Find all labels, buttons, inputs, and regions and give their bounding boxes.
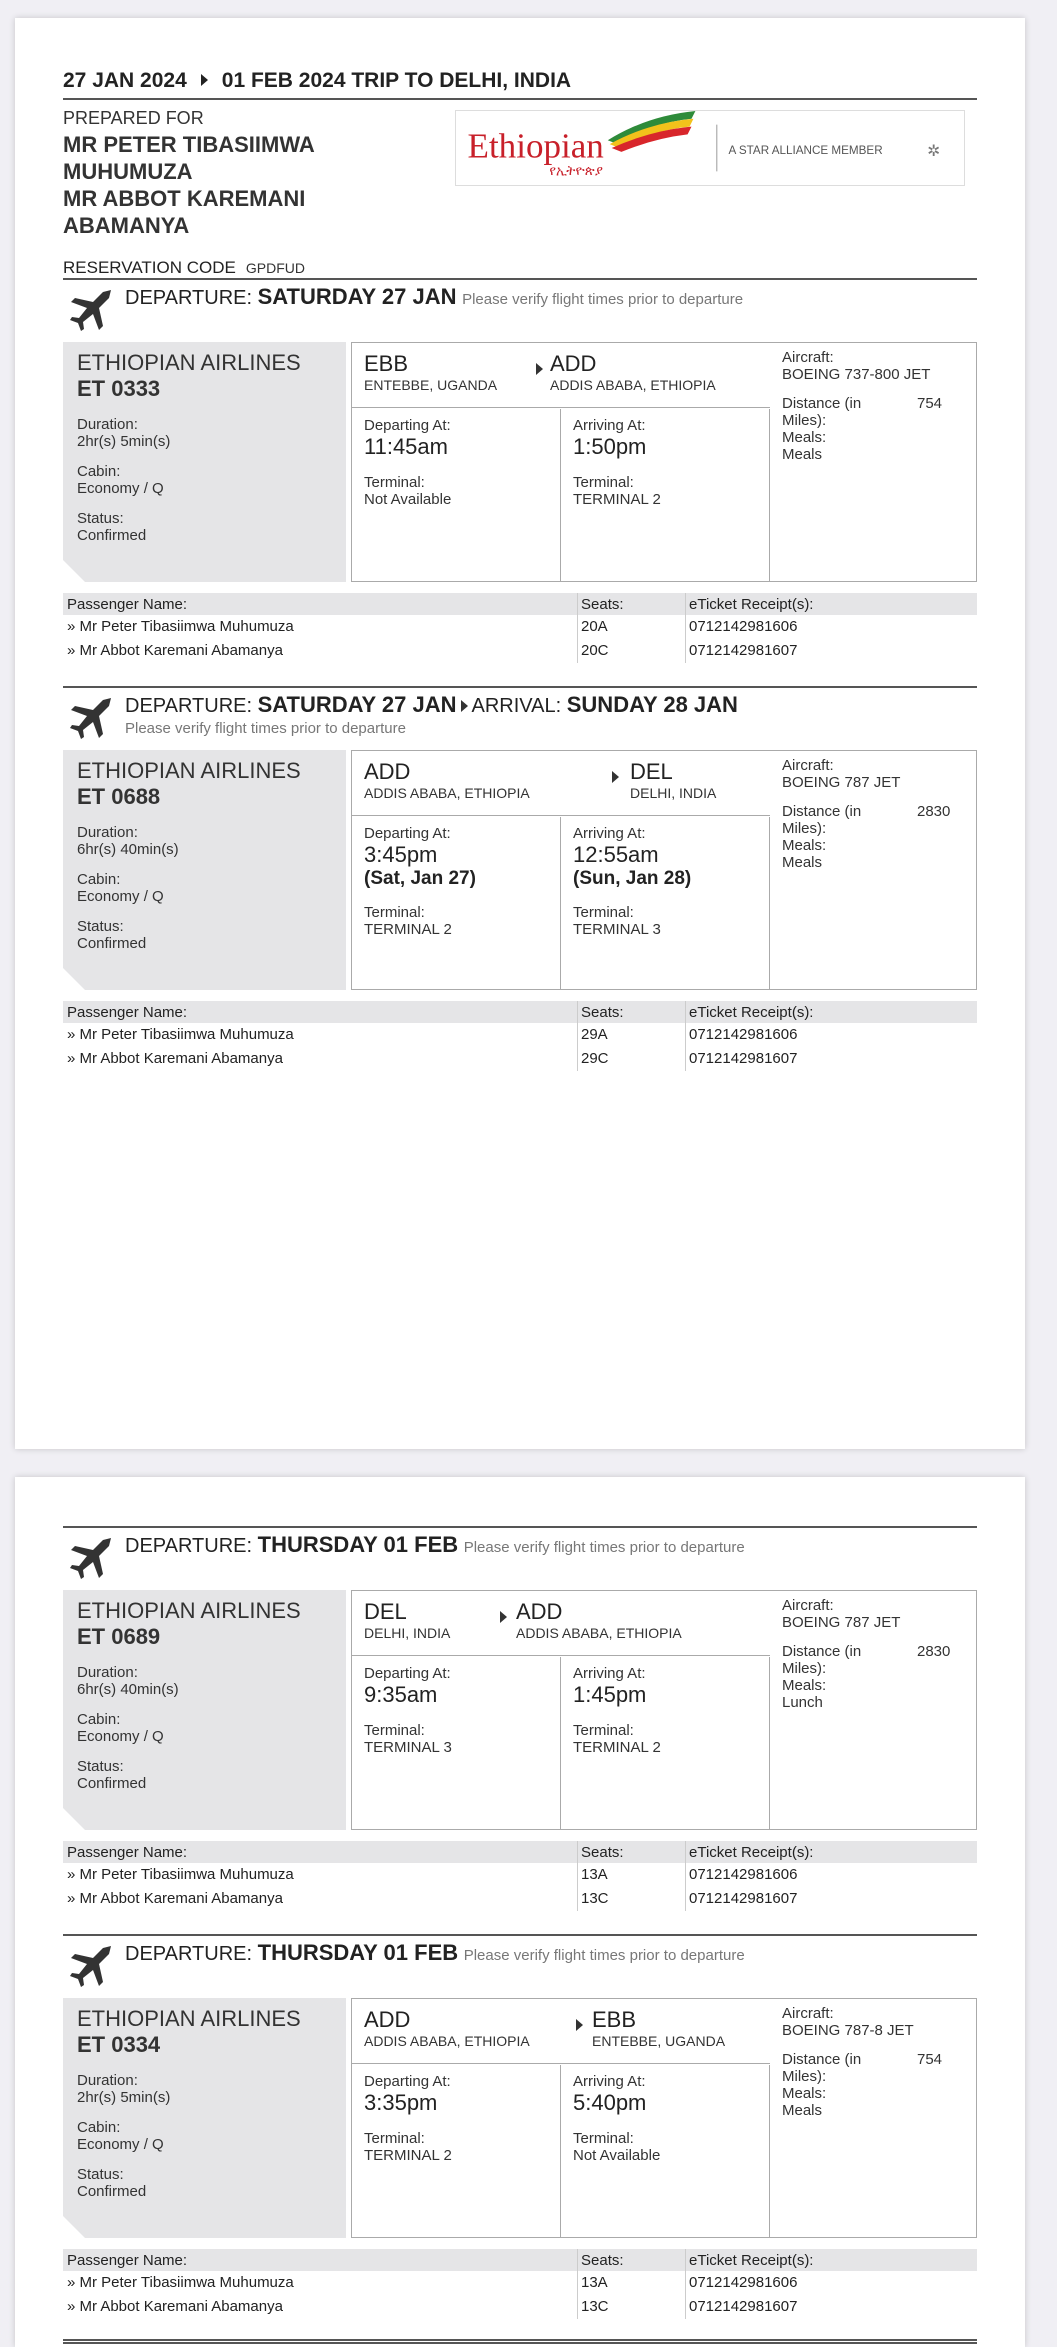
cabin-value: Economy / Q (77, 2136, 164, 2153)
passenger-name-header: Passenger Name: (67, 1844, 188, 1861)
passenger-table-header (63, 2249, 977, 2271)
aircraft-label: Aircraft: (782, 757, 834, 774)
cabin-label: Cabin: (77, 871, 121, 888)
distance-value: 754 (917, 2051, 943, 2068)
flight-detail (351, 1998, 977, 2238)
departure-terminal: TERMINAL 3 (364, 1739, 452, 1756)
origin-code: ADD (364, 2007, 411, 2032)
eticket-header: eTicket Receipt(s): (689, 2252, 814, 2269)
departure-column (352, 1657, 561, 1830)
duration-label: Duration: (77, 2072, 138, 2089)
meals-label: Meals: (782, 1677, 827, 1694)
eticket-header: eTicket Receipt(s): (689, 1004, 814, 1021)
logo-script-text: የኢትዮጵያ (549, 163, 603, 180)
verify-note: Please verify flight times prior to departure (463, 1539, 745, 1556)
aircraft-info (770, 751, 977, 989)
ethiopian-logo-icon (456, 111, 964, 185)
passenger-ticket: 0712142981606 (689, 1866, 798, 1883)
aircraft-value: BOEING 737-800 JET (782, 366, 931, 383)
passenger-name: » Mr Abbot Karemani Abamanya (67, 1050, 283, 1067)
ethiopian-airlines-logo (455, 110, 965, 186)
arrival-column (561, 817, 770, 990)
prepared-for-name: MR PETER TIBASIIMWA MUHUMUZA (63, 132, 314, 184)
passenger-seat: 29A (581, 1026, 608, 1043)
passenger-ticket: 0712142981607 (689, 2298, 798, 2315)
meals-label: Meals: (782, 837, 827, 854)
flight-summary (63, 1998, 346, 2238)
prepared-for-names (63, 131, 423, 239)
distance-value: 2830 (917, 803, 951, 820)
route-arrow-icon (500, 1611, 507, 1623)
departure-label: DEPARTURE: (125, 695, 253, 717)
arrival-time: 5:40pm (573, 2090, 647, 2115)
aircraft-info (770, 343, 977, 581)
flight-detail (351, 1590, 977, 1830)
segment-divider (63, 686, 977, 688)
passenger-row (63, 1023, 977, 1047)
flight-summary (63, 750, 346, 990)
meals-value: Lunch (782, 1694, 823, 1711)
passenger-ticket: 0712142981607 (689, 642, 798, 659)
departure-label: DEPARTURE: (125, 287, 253, 309)
itinerary-page-2 (15, 1477, 1025, 2347)
flight-segment-4 (63, 1938, 977, 2315)
route (352, 1591, 770, 1656)
meals-label: Meals: (782, 2085, 827, 2102)
terminal-label: Terminal: (364, 904, 425, 921)
segment-header (63, 1530, 977, 1586)
reservation-code: GPDFUD (245, 260, 305, 276)
origin-city: ADDIS ABABA, ETHIOPIA (364, 785, 530, 801)
segment-header (63, 1938, 977, 1994)
aircraft-label: Aircraft: (782, 1597, 834, 1614)
seats-header: Seats: (581, 2252, 624, 2269)
flight-number: ET 0688 (77, 784, 161, 809)
arrival-column (561, 409, 770, 582)
flight-summary (63, 342, 346, 582)
segment-header (63, 690, 977, 746)
origin-city: DELHI, INDIA (364, 1625, 451, 1641)
departure-terminal: TERMINAL 2 (364, 921, 452, 938)
terminal-label: Terminal: (364, 2130, 425, 2147)
departing-at-label: Departing At: (364, 2073, 451, 2090)
status-label: Status: (77, 2166, 124, 2183)
airplane-icon (67, 694, 115, 742)
arrival-label: ARRIVAL: (471, 695, 562, 717)
passenger-name: » Mr Peter Tibasiimwa Muhumuza (67, 1866, 294, 1883)
flight-number: ET 0333 (77, 376, 161, 401)
passenger-seat: 29C (581, 1050, 609, 1067)
arrow-right-icon (461, 700, 468, 712)
passenger-name-header: Passenger Name: (67, 2252, 188, 2269)
passenger-table (63, 1001, 977, 1071)
departure-day: SATURDAY 27 JAN (257, 284, 457, 309)
passenger-seat: 13A (581, 2274, 608, 2291)
arrival-terminal: TERMINAL 2 (573, 1739, 661, 1756)
destination-city: ADDIS ABABA, ETHIOPIA (516, 1625, 682, 1641)
departure-time: 9:35am (364, 1682, 438, 1707)
segment-divider (63, 1526, 977, 1528)
seats-header: Seats: (581, 1004, 624, 1021)
passenger-row (63, 639, 977, 663)
aircraft-info (770, 1999, 977, 2237)
reservation-code-label: RESERVATION CODE (63, 258, 236, 277)
departure-day: THURSDAY 01 FEB (257, 1532, 459, 1557)
passenger-table (63, 1841, 977, 1911)
passenger-name-header: Passenger Name: (67, 1004, 188, 1021)
passenger-ticket: 0712142981606 (689, 618, 798, 635)
trip-title (63, 69, 977, 100)
flight-detail (351, 342, 977, 582)
aircraft-label: Aircraft: (782, 349, 834, 366)
destination-city: ENTEBBE, UGANDA (592, 2033, 726, 2049)
distance-value: 2830 (917, 1643, 951, 1660)
meals-label: Meals: (782, 429, 827, 446)
status-label: Status: (77, 1758, 124, 1775)
destination-code: ADD (516, 1599, 563, 1624)
distance-label: Distance (in Miles): (782, 2051, 862, 2085)
aircraft-value: BOEING 787 JET (782, 774, 901, 791)
cabin-value: Economy / Q (77, 1728, 164, 1745)
passenger-seat: 20A (581, 618, 608, 635)
aircraft-label: Aircraft: (782, 2005, 834, 2022)
flight-segment-3 (63, 1530, 977, 1907)
route (352, 1999, 770, 2064)
duration-value: 2hr(s) 5min(s) (77, 2089, 171, 2106)
arrival-time: 1:45pm (573, 1682, 647, 1707)
destination-city: ADDIS ABABA, ETHIOPIA (550, 377, 716, 393)
departing-at-label: Departing At: (364, 825, 451, 842)
passenger-name: » Mr Abbot Karemani Abamanya (67, 1890, 283, 1907)
duration-label: Duration: (77, 824, 138, 841)
prepared-for-label: PREPARED FOR (63, 108, 204, 128)
flight-summary (63, 1590, 346, 1830)
distance-label: Distance (in Miles): (782, 395, 862, 429)
status-value: Confirmed (77, 1775, 147, 1792)
departing-at-label: Departing At: (364, 1665, 451, 1682)
logo-alliance-text: A STAR ALLIANCE MEMBER (728, 143, 883, 157)
logo-brand-text: Ethiopian (467, 126, 604, 166)
departure-column (352, 2065, 561, 2238)
passenger-table-header (63, 593, 977, 615)
passenger-name: » Mr Peter Tibasiimwa Muhumuza (67, 1026, 294, 1043)
distance-label: Distance (in Miles): (782, 1643, 862, 1677)
arrival-terminal: TERMINAL 2 (573, 491, 661, 508)
cabin-value: Economy / Q (77, 480, 164, 497)
meals-value: Meals (782, 446, 823, 463)
departure-day: SATURDAY 27 JAN (257, 692, 457, 717)
arrival-date: (Sun, Jan 28) (573, 868, 692, 889)
departure-terminal: TERMINAL 2 (364, 2147, 452, 2164)
passenger-table-header (63, 1841, 977, 1863)
destination-code: EBB (592, 2007, 637, 2032)
arrival-time: 1:50pm (573, 434, 647, 459)
departure-time: 3:35pm (364, 2090, 438, 2115)
passenger-name: » Mr Peter Tibasiimwa Muhumuza (67, 2274, 294, 2291)
departure-time: 3:45pm (364, 842, 438, 867)
passenger-seat: 20C (581, 642, 609, 659)
passenger-name: » Mr Peter Tibasiimwa Muhumuza (67, 618, 294, 635)
departing-at-label: Departing At: (364, 417, 451, 434)
arrival-terminal: Not Available (573, 2147, 661, 2164)
passenger-ticket: 0712142981606 (689, 1026, 798, 1043)
route-arrow-icon (612, 771, 619, 783)
passenger-ticket: 0712142981607 (689, 1050, 798, 1067)
origin-code: ADD (364, 759, 411, 784)
passenger-row (63, 615, 977, 639)
passenger-table-header (63, 1001, 977, 1023)
seats-header: Seats: (581, 596, 624, 613)
passenger-row (63, 2271, 977, 2295)
passenger-table (63, 2249, 977, 2319)
airline-name: ETHIOPIAN AIRLINES (77, 758, 301, 783)
passenger-seat: 13C (581, 2298, 609, 2315)
distance-label: Distance (in Miles): (782, 803, 862, 837)
route (352, 343, 770, 408)
destination-code: ADD (550, 351, 597, 376)
passenger-seat: 13C (581, 1890, 609, 1907)
arrival-time: 12:55am (573, 842, 659, 867)
eticket-header: eTicket Receipt(s): (689, 596, 814, 613)
trip-start-date: 27 JAN 2024 (63, 69, 187, 92)
terminal-label: Terminal: (573, 1722, 634, 1739)
aircraft-value: BOEING 787 JET (782, 1614, 901, 1631)
page-end-divider (63, 2339, 977, 2344)
arrival-terminal: TERMINAL 3 (573, 921, 661, 938)
origin-code: EBB (364, 351, 409, 376)
terminal-label: Terminal: (364, 1722, 425, 1739)
passenger-row (63, 2295, 977, 2319)
duration-value: 2hr(s) 5min(s) (77, 433, 171, 450)
arrival-day: SUNDAY 28 JAN (566, 692, 738, 717)
departure-label: DEPARTURE: (125, 1535, 253, 1557)
airplane-icon (67, 1942, 115, 1990)
departure-time: 11:45am (364, 434, 448, 459)
status-label: Status: (77, 510, 124, 527)
meals-value: Meals (782, 854, 823, 871)
seats-header: Seats: (581, 1844, 624, 1861)
svg-text:✲: ✲ (927, 141, 941, 160)
airline-name: ETHIOPIAN AIRLINES (77, 350, 301, 375)
passenger-name: » Mr Abbot Karemani Abamanya (67, 2298, 283, 2315)
airline-name: ETHIOPIAN AIRLINES (77, 1598, 301, 1623)
origin-city: ADDIS ABABA, ETHIOPIA (364, 2033, 530, 2049)
departure-date: (Sat, Jan 27) (364, 868, 476, 889)
status-value: Confirmed (77, 935, 147, 952)
arrow-right-icon (201, 74, 208, 86)
arriving-at-label: Arriving At: (573, 1665, 646, 1682)
trip-end-and-destination: 01 FEB 2024 TRIP TO DELHI, INDIA (221, 69, 572, 92)
duration-value: 6hr(s) 40min(s) (77, 841, 179, 858)
status-label: Status: (77, 918, 124, 935)
route-arrow-icon (576, 2019, 583, 2031)
arriving-at-label: Arriving At: (573, 2073, 646, 2090)
arriving-at-label: Arriving At: (573, 417, 646, 434)
departure-terminal: Not Available (364, 491, 452, 508)
verify-note: Please verify flight times prior to departure (463, 1947, 745, 1964)
aircraft-value: BOEING 787-8 JET (782, 2022, 914, 2039)
eticket-header: eTicket Receipt(s): (689, 1844, 814, 1861)
aircraft-info (770, 1591, 977, 1829)
airplane-icon (67, 286, 115, 334)
segment-header (63, 282, 977, 338)
passenger-table (63, 593, 977, 663)
flight-number: ET 0689 (77, 1624, 161, 1649)
verify-note: Please verify flight times prior to departure (462, 291, 744, 308)
passenger-name: » Mr Abbot Karemani Abamanya (67, 642, 283, 659)
destination-city: DELHI, INDIA (630, 785, 717, 801)
route (352, 751, 770, 816)
passenger-ticket: 0712142981606 (689, 2274, 798, 2291)
flight-detail (351, 750, 977, 990)
status-value: Confirmed (77, 2183, 147, 2200)
origin-code: DEL (364, 1599, 407, 1624)
departure-column (352, 817, 561, 990)
arriving-at-label: Arriving At: (573, 825, 646, 842)
cabin-label: Cabin: (77, 463, 121, 480)
route-arrow-icon (536, 363, 543, 375)
arrival-column (561, 1657, 770, 1830)
flight-segment-1 (63, 282, 977, 659)
segment-divider (63, 1934, 977, 1936)
duration-label: Duration: (77, 416, 138, 433)
terminal-label: Terminal: (364, 474, 425, 491)
flight-segment-2 (63, 690, 977, 1067)
duration-value: 6hr(s) 40min(s) (77, 1681, 179, 1698)
airline-name: ETHIOPIAN AIRLINES (77, 2006, 301, 2031)
passenger-name-header: Passenger Name: (67, 596, 188, 613)
itinerary-page-1 (15, 18, 1025, 1449)
terminal-label: Terminal: (573, 2130, 634, 2147)
destination-code: DEL (630, 759, 673, 784)
cabin-label: Cabin: (77, 1711, 121, 1728)
passenger-seat: 13A (581, 1866, 608, 1883)
arrival-column (561, 2065, 770, 2238)
verify-note: Please verify flight times prior to departure (125, 720, 406, 737)
origin-city: ENTEBBE, UGANDA (364, 377, 498, 393)
status-value: Confirmed (77, 527, 147, 544)
prepared-for-name: MR ABBOT KAREMANI ABAMANYA (63, 186, 306, 238)
departure-day: THURSDAY 01 FEB (257, 1940, 459, 1965)
cabin-label: Cabin: (77, 2119, 121, 2136)
meals-value: Meals (782, 2102, 823, 2119)
departure-label: DEPARTURE: (125, 1943, 253, 1965)
terminal-label: Terminal: (573, 474, 634, 491)
passenger-ticket: 0712142981607 (689, 1890, 798, 1907)
passenger-row (63, 1863, 977, 1887)
departure-column (352, 409, 561, 582)
reservation-code-row (63, 258, 977, 280)
passenger-row (63, 1887, 977, 1911)
terminal-label: Terminal: (573, 904, 634, 921)
cabin-value: Economy / Q (77, 888, 164, 905)
airplane-icon (67, 1534, 115, 1582)
duration-label: Duration: (77, 1664, 138, 1681)
passenger-row (63, 1047, 977, 1071)
flight-number: ET 0334 (77, 2032, 161, 2057)
distance-value: 754 (917, 395, 943, 412)
